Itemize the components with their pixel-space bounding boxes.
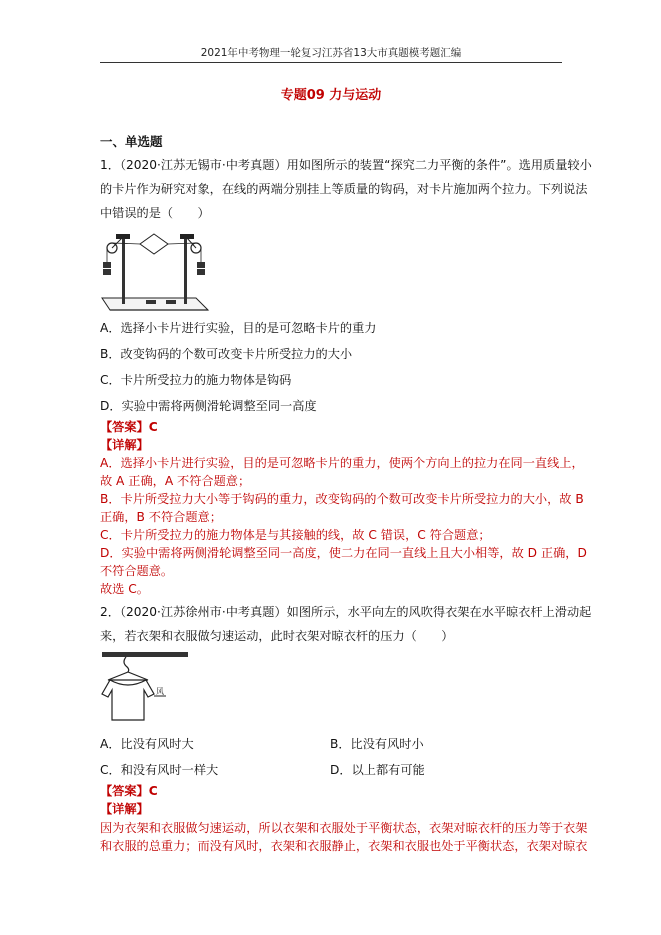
q2-detail-line-2: 和衣服的总重力；而没有风时，衣架和衣服静止，衣架和衣服也处于平衡状态，衣架对晾衣 [100,839,588,853]
q1-detail-line-3: B．卡片所受拉力大小等于钩码的重力，改变钩码的个数可改变卡片所受拉力的大小，故 B [100,492,584,506]
q2-option-d: D．以上都有可能 [330,763,425,777]
page-header: 2021年中考物理一轮复习江苏省13大市真题模考题汇编 [200,47,462,59]
q1-detail-line-2: 故 A 正确，A 不符合题意； [100,474,251,488]
q1-option-d: D．实验中需将两侧滑轮调整至同一高度 [100,399,317,413]
q2-clothes-hanger-figure [100,650,190,726]
q1-detail-line-5: C．卡片所受拉力的施力物体是与其接触的线，故 C 错误，C 符合题意； [100,528,491,542]
q2-answer: 【答案】C [100,784,158,798]
q1-detail-line-4: 正确，B 不符合题意； [100,510,222,524]
q2-option-b: B．比没有风时小 [330,737,424,751]
q1-option-a: A．选择小卡片进行实验，目的是可忽略卡片的重力 [100,321,377,335]
q1-option-b: B．改变钩码的个数可改变卡片所受拉力的大小 [100,347,353,361]
header-rule [100,62,562,63]
q1-option-c: C．卡片所受拉力的施力物体是钩码 [100,373,292,387]
q1-answer: 【答案】C [100,420,158,434]
section-heading: 一、单选题 [100,134,163,149]
q2-option-c: C．和没有风时一样大 [100,763,219,777]
q1-detail-line-1: A．选择小卡片进行实验，目的是可忽略卡片的重力，使两个方向上的拉力在同一直线上， [100,456,584,470]
q1-detail-label: 【详解】 [100,438,149,452]
q2-detail-line-1: 因为衣架和衣服做匀速运动，所以衣架和衣服处于平衡状态，衣架对晾衣杆的压力等于衣架 [100,821,588,835]
q1-detail-line-6: D．实验中需将两侧滑轮调整至同一高度，使二力在同一直线上且大小相等，故 D 正确，D [100,546,587,560]
q2-stem-line-1: 2．（2020·江苏徐州市·中考真题）如图所示，水平向左的风吹得衣架在水平晾衣杆上滑动起 [100,605,592,619]
document-title: 专题09 力与运动 [280,88,382,103]
q1-detail-line-8: 故选 C。 [100,582,149,596]
q2-detail-label: 【详解】 [100,802,149,816]
q1-detail-line-7: 不符合题意。 [100,564,174,578]
q1-stem-line-2: 的卡片作为研究对象，在线的两端分别挂上等质量的钩码，对卡片施加两个拉力。下列说法 [100,182,588,196]
q1-stem-line-3: 中错误的是（ ） [100,206,210,220]
q2-option-a: A．比没有风时大 [100,737,194,751]
q1-apparatus-figure [100,226,212,312]
q2-figure-wind-label: 风 [156,687,164,696]
q2-stem-line-2: 来，若衣架和衣服做匀速运动，此时衣架对晾衣杆的压力（ ） [100,629,454,643]
q1-stem-line-1: 1．（2020·江苏无锡市·中考真题）用如图所示的装置“探究二力平衡的条件”。选用质量较小 [100,158,592,172]
